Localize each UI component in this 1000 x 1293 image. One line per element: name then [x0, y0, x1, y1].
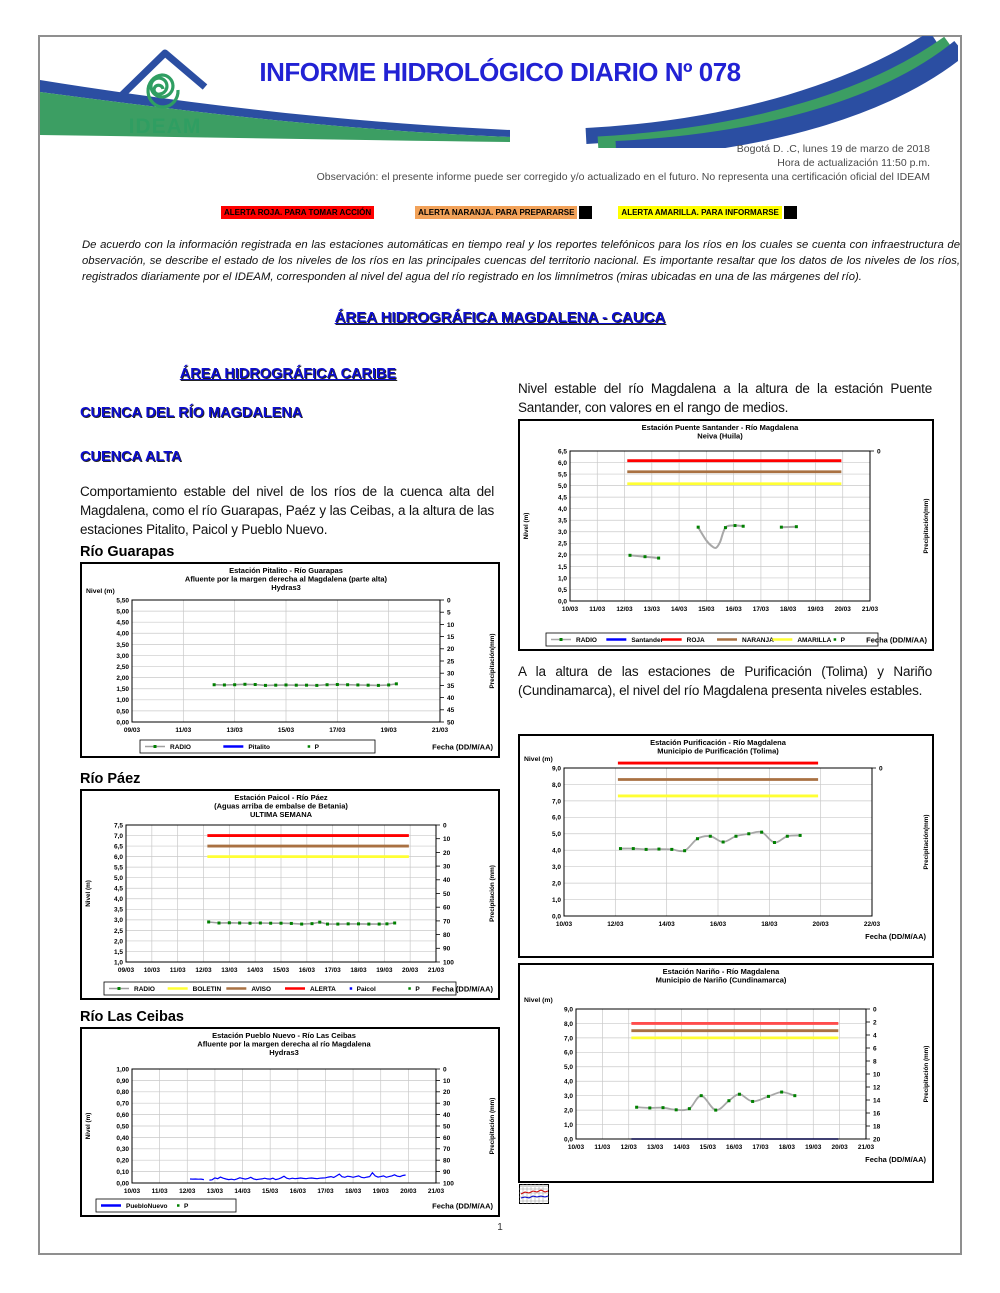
svg-text:Hydras3: Hydras3 — [269, 1048, 299, 1057]
svg-text:10/03: 10/03 — [555, 921, 573, 928]
paragraph-cuenca-alta: Comportamiento estable del nivel de los ríos de la cuenca alta del Magdalena, como el río Guarapas, Paéz y las Ceibas, a la altura de las estaciones Pitalito, Paicol y Pueblo Nuevo. — [80, 484, 494, 537]
svg-text:6,5: 6,5 — [557, 448, 567, 456]
svg-text:15/03: 15/03 — [699, 1144, 716, 1151]
svg-text:8,0: 8,0 — [563, 1020, 573, 1028]
ideam-logo-text: IDEAM — [128, 115, 202, 138]
svg-text:0,70: 0,70 — [116, 1100, 129, 1108]
svg-text:13/03: 13/03 — [221, 967, 238, 974]
svg-text:40: 40 — [443, 877, 451, 885]
svg-text:7,0: 7,0 — [551, 798, 561, 806]
svg-text:5,50: 5,50 — [116, 597, 129, 605]
svg-text:0,50: 0,50 — [116, 708, 129, 716]
svg-text:0: 0 — [447, 597, 451, 605]
alert-orange-label: ALERTA NARANJA. PARA PREPARARSE — [415, 206, 577, 219]
svg-text:11/03: 11/03 — [175, 727, 192, 734]
svg-text:15/03: 15/03 — [262, 1188, 279, 1195]
svg-text:3,0: 3,0 — [563, 1093, 573, 1101]
svg-text:100: 100 — [443, 959, 454, 967]
heading-cuenca-alta: CUENCA ALTA — [80, 449, 182, 465]
svg-text:20/03: 20/03 — [834, 606, 851, 613]
svg-text:1,0: 1,0 — [557, 575, 567, 583]
svg-text:Neiva (Huila): Neiva (Huila) — [697, 431, 743, 441]
svg-text:4,00: 4,00 — [116, 630, 129, 638]
svg-text:0,30: 0,30 — [116, 1146, 129, 1154]
svg-text:0,50: 0,50 — [116, 1123, 129, 1131]
svg-text:0,40: 0,40 — [116, 1134, 129, 1142]
svg-text:6,0: 6,0 — [557, 459, 567, 467]
svg-text:Estación Paicol - Río Páez: Estación Paicol - Río Páez — [234, 793, 328, 802]
svg-text:4,50: 4,50 — [116, 619, 129, 627]
svg-text:10: 10 — [443, 836, 451, 844]
svg-text:5,5: 5,5 — [113, 864, 123, 872]
svg-text:6,0: 6,0 — [113, 854, 123, 862]
svg-text:Estación Purificación - Río Ma: Estación Purificación - Río Magdalena — [650, 738, 786, 747]
chart-paicol — [80, 789, 500, 1000]
svg-text:Nivel (m): Nivel (m) — [85, 880, 92, 907]
svg-text:20/03: 20/03 — [402, 967, 419, 974]
svg-text:P: P — [840, 636, 846, 644]
svg-text:Fecha (DD/M/AA): Fecha (DD/M/AA) — [865, 932, 926, 941]
svg-text:19/03: 19/03 — [380, 727, 397, 734]
svg-text:12/03: 12/03 — [620, 1144, 637, 1151]
svg-text:6,0: 6,0 — [563, 1049, 573, 1057]
svg-text:0,00: 0,00 — [116, 1180, 129, 1188]
svg-text:14/03: 14/03 — [673, 1144, 690, 1151]
svg-text:20: 20 — [443, 849, 451, 857]
svg-text:AVISO: AVISO — [251, 985, 272, 993]
svg-text:Santander: Santander — [631, 636, 664, 644]
svg-text:19/03: 19/03 — [807, 606, 824, 613]
svg-text:5,0: 5,0 — [557, 483, 567, 491]
svg-text:90: 90 — [443, 1169, 451, 1176]
svg-text:19/03: 19/03 — [376, 967, 393, 974]
svg-text:2,5: 2,5 — [557, 540, 567, 548]
svg-text:5,5: 5,5 — [557, 471, 567, 479]
svg-text:20: 20 — [443, 1089, 451, 1097]
svg-text:6,0: 6,0 — [551, 814, 561, 822]
svg-text:Pitalito: Pitalito — [248, 743, 271, 751]
svg-text:7,0: 7,0 — [563, 1035, 573, 1043]
svg-text:11/03: 11/03 — [594, 1144, 611, 1151]
svg-text:6,5: 6,5 — [113, 843, 123, 851]
svg-text:19/03: 19/03 — [372, 1188, 389, 1195]
svg-text:Nivel (m): Nivel (m) — [523, 512, 530, 540]
svg-text:0: 0 — [873, 1006, 877, 1014]
svg-text:3,50: 3,50 — [116, 641, 129, 649]
svg-text:4,0: 4,0 — [557, 506, 567, 514]
paragraph-puente-santander: Nivel estable del río Magdalena a la altura de la estación Puente Santander, con valores en el rango de medios. — [518, 381, 932, 415]
svg-text:Precipitación (mm): Precipitación (mm) — [489, 865, 496, 922]
heading-area-caribe: ÁREA HIDROGRÁFICA CARIBE — [179, 366, 397, 382]
redaction-box — [784, 206, 797, 219]
svg-text:14: 14 — [873, 1097, 881, 1105]
svg-text:ROJA: ROJA — [686, 636, 705, 644]
svg-text:PuebloNuevo: PuebloNuevo — [126, 1202, 168, 1210]
svg-text:Nivel (m): Nivel (m) — [524, 997, 553, 1004]
svg-text:11/03: 11/03 — [169, 967, 186, 974]
svg-text:80: 80 — [443, 1157, 451, 1165]
mini-chart-icon — [519, 1184, 549, 1204]
svg-text:Municipio de Nariño (Cundinama: Municipio de Nariño (Cundinamarca) — [655, 975, 787, 985]
svg-text:3,0: 3,0 — [113, 917, 123, 925]
svg-text:25: 25 — [447, 658, 455, 666]
update-time-line: Hora de actualización 11:50 p.m. — [777, 157, 930, 169]
svg-text:Estación Pitalito - Río Guarap: Estación Pitalito - Río Guarapas — [229, 566, 343, 575]
svg-text:P: P — [415, 985, 420, 993]
svg-text:0,20: 0,20 — [116, 1157, 129, 1165]
svg-text:Precipitación(mm): Precipitación(mm) — [489, 633, 496, 689]
svg-text:12/03: 12/03 — [195, 967, 212, 974]
svg-text:12/03: 12/03 — [179, 1188, 196, 1195]
svg-text:45: 45 — [447, 707, 455, 715]
svg-text:17/03: 17/03 — [752, 606, 770, 613]
svg-text:5,0: 5,0 — [113, 875, 123, 883]
svg-text:4: 4 — [873, 1032, 877, 1040]
svg-text:P: P — [314, 743, 320, 751]
chart-purificacion — [518, 734, 934, 958]
intro-paragraph: De acuerdo con la información registrada en las estaciones automáticas en tiempo real y los reportes telefónicos para los ríos en los cuales se cuenta con infraestructura de observación, se describe el estado de los niveles de los ríos en las principales cuencas del territorio nacional. Es importante resaltar que los datos de los niveles de los ríos, registrados diariamente por el IDEAM, corresponden al nivel del agua del río registrado en los limnímetros (miras ubicadas en una de las márgenes del río). — [82, 239, 960, 284]
observation-line: Observación: el presente informe puede ser corregido y/o actualizado en el futuro. No representa una certificación oficial del IDEAM — [316, 171, 930, 183]
svg-text:35: 35 — [447, 682, 455, 690]
svg-text:11/03: 11/03 — [589, 606, 606, 613]
svg-text:18/03: 18/03 — [780, 606, 797, 613]
chart-section-title-guarapas: Río Guarapas — [80, 544, 175, 560]
svg-text:7,0: 7,0 — [113, 832, 123, 840]
heading-cuenca-magdalena: CUENCA DEL RÍO MAGDALENA — [80, 405, 303, 421]
svg-text:17/03: 17/03 — [329, 727, 346, 734]
ideam-logo-icon — [102, 40, 234, 140]
svg-text:0: 0 — [443, 822, 447, 830]
alert-yellow-label: ALERTA AMARILLA. PARA INFORMARSE — [618, 206, 781, 219]
svg-text:10/03: 10/03 — [567, 1144, 585, 1151]
svg-text:2,5: 2,5 — [113, 927, 123, 935]
svg-text:15/03: 15/03 — [277, 727, 295, 734]
svg-text:18/03: 18/03 — [778, 1144, 796, 1151]
svg-text:RADIO: RADIO — [576, 636, 597, 644]
svg-text:10/03: 10/03 — [123, 1188, 141, 1195]
svg-text:Precipitación(mm): Precipitación(mm) — [923, 498, 930, 554]
svg-text:18: 18 — [873, 1123, 881, 1131]
svg-text:20/03: 20/03 — [400, 1188, 417, 1195]
svg-text:2: 2 — [873, 1019, 877, 1027]
svg-text:2,0: 2,0 — [557, 552, 567, 560]
svg-text:Nivel (m): Nivel (m) — [86, 588, 115, 595]
svg-text:17/03: 17/03 — [324, 967, 341, 974]
svg-text:5,00: 5,00 — [116, 608, 129, 616]
svg-text:70: 70 — [443, 1146, 451, 1154]
svg-text:11/03: 11/03 — [151, 1188, 168, 1195]
svg-text:50: 50 — [443, 890, 451, 898]
svg-text:20/03: 20/03 — [831, 1144, 848, 1151]
svg-text:2,50: 2,50 — [116, 663, 129, 671]
svg-text:0,10: 0,10 — [116, 1169, 129, 1176]
svg-text:0,0: 0,0 — [563, 1136, 573, 1144]
svg-text:0,5: 0,5 — [557, 586, 567, 594]
svg-text:3,0: 3,0 — [551, 864, 561, 872]
svg-text:Estación Pueblo Nuevo - Río La: Estación Pueblo Nuevo - Río Las Ceibas — [212, 1031, 356, 1040]
svg-text:16/03: 16/03 — [289, 1188, 306, 1195]
svg-text:16/03: 16/03 — [725, 606, 742, 613]
svg-text:12/03: 12/03 — [607, 921, 624, 928]
svg-text:5,0: 5,0 — [551, 831, 561, 839]
alert-legend-row — [221, 206, 797, 219]
svg-text:14/03: 14/03 — [670, 606, 688, 613]
svg-text:12: 12 — [873, 1084, 881, 1092]
svg-text:09/03: 09/03 — [117, 967, 135, 974]
svg-text:9,0: 9,0 — [551, 765, 561, 773]
svg-text:17/03: 17/03 — [317, 1188, 334, 1195]
svg-text:ULTIMA SEMANA: ULTIMA SEMANA — [249, 810, 313, 819]
svg-text:0,00: 0,00 — [116, 719, 129, 727]
svg-text:Fecha (DD/M/AA): Fecha (DD/M/AA) — [432, 984, 493, 994]
svg-text:3,5: 3,5 — [557, 517, 567, 525]
svg-text:12/03: 12/03 — [616, 606, 633, 613]
svg-text:09/03: 09/03 — [123, 727, 141, 734]
chart-narino — [518, 963, 934, 1183]
svg-text:90: 90 — [443, 945, 451, 953]
svg-text:3,00: 3,00 — [116, 652, 129, 660]
svg-text:70: 70 — [443, 918, 451, 926]
svg-text:Fecha (DD/M/AA): Fecha (DD/M/AA) — [432, 742, 493, 752]
chart-pueblo-nuevo — [80, 1027, 500, 1217]
page-title: INFORME HIDROLÓGICO DIARIO Nº 078 — [259, 57, 741, 87]
svg-text:40: 40 — [447, 695, 455, 702]
svg-text:Precipitación (mm): Precipitación (mm) — [489, 1097, 496, 1155]
svg-text:8: 8 — [873, 1058, 877, 1066]
svg-text:10: 10 — [447, 621, 455, 629]
svg-text:8,0: 8,0 — [551, 781, 561, 789]
svg-text:16/03: 16/03 — [726, 1144, 743, 1151]
svg-text:13/03: 13/03 — [643, 606, 660, 613]
chart-puente-santander — [518, 419, 934, 651]
svg-text:4,5: 4,5 — [113, 885, 123, 893]
svg-text:22/03: 22/03 — [863, 921, 881, 928]
svg-text:18/03: 18/03 — [344, 1188, 362, 1195]
page-number: 1 — [497, 1222, 503, 1233]
svg-text:2,0: 2,0 — [563, 1107, 573, 1115]
svg-text:7,5: 7,5 — [113, 822, 123, 830]
svg-text:30: 30 — [447, 670, 455, 678]
svg-text:Estación Nariño - Río Magdalen: Estación Nariño - Río Magdalena — [662, 967, 780, 976]
svg-text:100: 100 — [443, 1180, 454, 1188]
svg-text:0: 0 — [443, 1066, 447, 1074]
svg-text:RADIO: RADIO — [134, 985, 155, 993]
svg-text:13/03: 13/03 — [206, 1188, 224, 1195]
svg-text:0,90: 0,90 — [116, 1077, 129, 1085]
svg-text:Afluente por la margen derecha: Afluente por la margen derecha al río Magdalena — [197, 1039, 371, 1049]
svg-text:14/03: 14/03 — [658, 921, 675, 928]
svg-text:2,0: 2,0 — [551, 880, 561, 888]
svg-text:3,5: 3,5 — [113, 906, 123, 914]
svg-text:50: 50 — [447, 719, 455, 727]
svg-text:21/03: 21/03 — [861, 606, 879, 613]
svg-text:1,00: 1,00 — [116, 697, 129, 705]
heading-area-magdalena-cauca: ÁREA HIDROGRÁFICA MAGDALENA - CAUCA — [334, 309, 666, 326]
svg-text:Fecha (DD/M/AA): Fecha (DD/M/AA) — [865, 1155, 926, 1164]
svg-text:21/03: 21/03 — [427, 967, 445, 974]
svg-text:60: 60 — [443, 904, 451, 912]
paragraph-purificacion-narino: A la altura de las estaciones de Purificación (Tolima) y Nariño (Cundinamarca), el nivel del río Magdalena presenta niveles estables. — [518, 664, 932, 698]
svg-text:Hydras3: Hydras3 — [271, 583, 301, 592]
svg-text:1,5: 1,5 — [557, 563, 567, 571]
svg-text:10: 10 — [443, 1077, 451, 1085]
svg-text:16/03: 16/03 — [709, 921, 727, 928]
svg-text:15/03: 15/03 — [698, 606, 715, 613]
svg-text:1,50: 1,50 — [116, 686, 129, 694]
svg-text:3,0: 3,0 — [557, 529, 567, 537]
svg-text:16: 16 — [873, 1110, 881, 1118]
svg-text:Fecha (DD/M/AA): Fecha (DD/M/AA) — [432, 1201, 493, 1211]
svg-text:15: 15 — [447, 634, 455, 641]
svg-text:NARANJA: NARANJA — [742, 636, 774, 644]
svg-text:21/03: 21/03 — [857, 1144, 875, 1151]
svg-text:1,0: 1,0 — [113, 959, 123, 967]
svg-text:(Aguas arriba de embalse de Be: (Aguas arriba de embalse de Betania) — [214, 801, 348, 811]
svg-text:ALERTA: ALERTA — [310, 985, 336, 993]
svg-text:5: 5 — [447, 609, 451, 617]
svg-text:4,5: 4,5 — [557, 494, 567, 502]
svg-text:30: 30 — [443, 863, 451, 871]
svg-text:50: 50 — [443, 1123, 451, 1131]
svg-text:14/03: 14/03 — [247, 967, 264, 974]
svg-text:0,60: 0,60 — [116, 1112, 129, 1119]
svg-text:20: 20 — [873, 1136, 881, 1144]
svg-text:20/03: 20/03 — [812, 921, 829, 928]
svg-text:4,0: 4,0 — [563, 1078, 573, 1086]
svg-text:60: 60 — [443, 1134, 451, 1142]
chart-section-title-ceibas: Río Las Ceibas — [80, 1009, 184, 1025]
svg-text:13/03: 13/03 — [646, 1144, 664, 1151]
svg-text:0,0: 0,0 — [557, 598, 567, 606]
svg-text:Fecha (DD/M/AA): Fecha (DD/M/AA) — [866, 635, 927, 645]
svg-text:1,0: 1,0 — [551, 896, 561, 904]
header-meta — [60, 142, 930, 184]
svg-text:6: 6 — [873, 1045, 877, 1053]
svg-text:14/03: 14/03 — [234, 1188, 251, 1195]
svg-text:Precipitación(mm): Precipitación(mm) — [923, 814, 930, 870]
svg-text:0,80: 0,80 — [116, 1089, 129, 1097]
svg-text:1,5: 1,5 — [113, 948, 123, 956]
svg-text:21/03: 21/03 — [427, 1188, 445, 1195]
svg-text:Municipio de Purificación (Tol: Municipio de Purificación (Tolima) — [657, 746, 779, 756]
svg-text:19/03: 19/03 — [805, 1144, 822, 1151]
svg-text:15/03: 15/03 — [272, 967, 290, 974]
redaction-box — [579, 206, 592, 219]
svg-text:1,00: 1,00 — [116, 1066, 129, 1074]
svg-text:Paicol: Paicol — [356, 985, 376, 993]
svg-text:18/03: 18/03 — [761, 921, 778, 928]
svg-text:Nivel (m): Nivel (m) — [524, 756, 553, 763]
svg-text:18/03: 18/03 — [350, 967, 367, 974]
chart-section-title-paez: Río Páez — [80, 771, 141, 787]
svg-text:4,0: 4,0 — [113, 896, 123, 904]
svg-text:10: 10 — [873, 1071, 881, 1079]
svg-text:17/03: 17/03 — [752, 1144, 769, 1151]
svg-text:RADIO: RADIO — [170, 743, 191, 751]
svg-text:Estación Puente Santander - Rí: Estación Puente Santander - Río Magdalena — [641, 423, 799, 432]
svg-text:AMARILLA: AMARILLA — [797, 636, 832, 644]
svg-text:20: 20 — [447, 646, 455, 654]
svg-text:BOLETIN: BOLETIN — [192, 985, 222, 993]
alert-red-label: ALERTA ROJA. PARA TOMAR ACCIÓN — [221, 206, 374, 219]
svg-text:Afluente por la margen derecha: Afluente por la margen derecha al Magdalena (parte alta) — [184, 574, 388, 584]
svg-text:16/03: 16/03 — [298, 967, 315, 974]
svg-text:30: 30 — [443, 1100, 451, 1108]
svg-text:9,0: 9,0 — [563, 1006, 573, 1014]
svg-text:1,0: 1,0 — [563, 1121, 573, 1129]
svg-text:2,00: 2,00 — [116, 675, 129, 683]
svg-text:0: 0 — [877, 448, 881, 456]
svg-text:P: P — [184, 1202, 189, 1210]
svg-text:5,0: 5,0 — [563, 1064, 573, 1072]
svg-text:10/03: 10/03 — [143, 967, 160, 974]
svg-text:40: 40 — [443, 1112, 451, 1119]
svg-text:13/03: 13/03 — [226, 727, 243, 734]
svg-text:10/03: 10/03 — [561, 606, 579, 613]
svg-text:4,0: 4,0 — [551, 847, 561, 855]
chart-pitalito — [80, 562, 500, 758]
svg-text:Nivel (m): Nivel (m) — [85, 1112, 92, 1140]
svg-text:2,0: 2,0 — [113, 938, 123, 946]
svg-text:0: 0 — [879, 765, 883, 773]
svg-text:21/03: 21/03 — [431, 727, 449, 734]
svg-text:Precipitación (mm): Precipitación (mm) — [923, 1045, 930, 1103]
svg-text:0,0: 0,0 — [551, 913, 561, 921]
date-line: Bogotá D. .C, lunes 19 de marzo de 2018 — [736, 143, 930, 155]
svg-text:80: 80 — [443, 932, 451, 939]
